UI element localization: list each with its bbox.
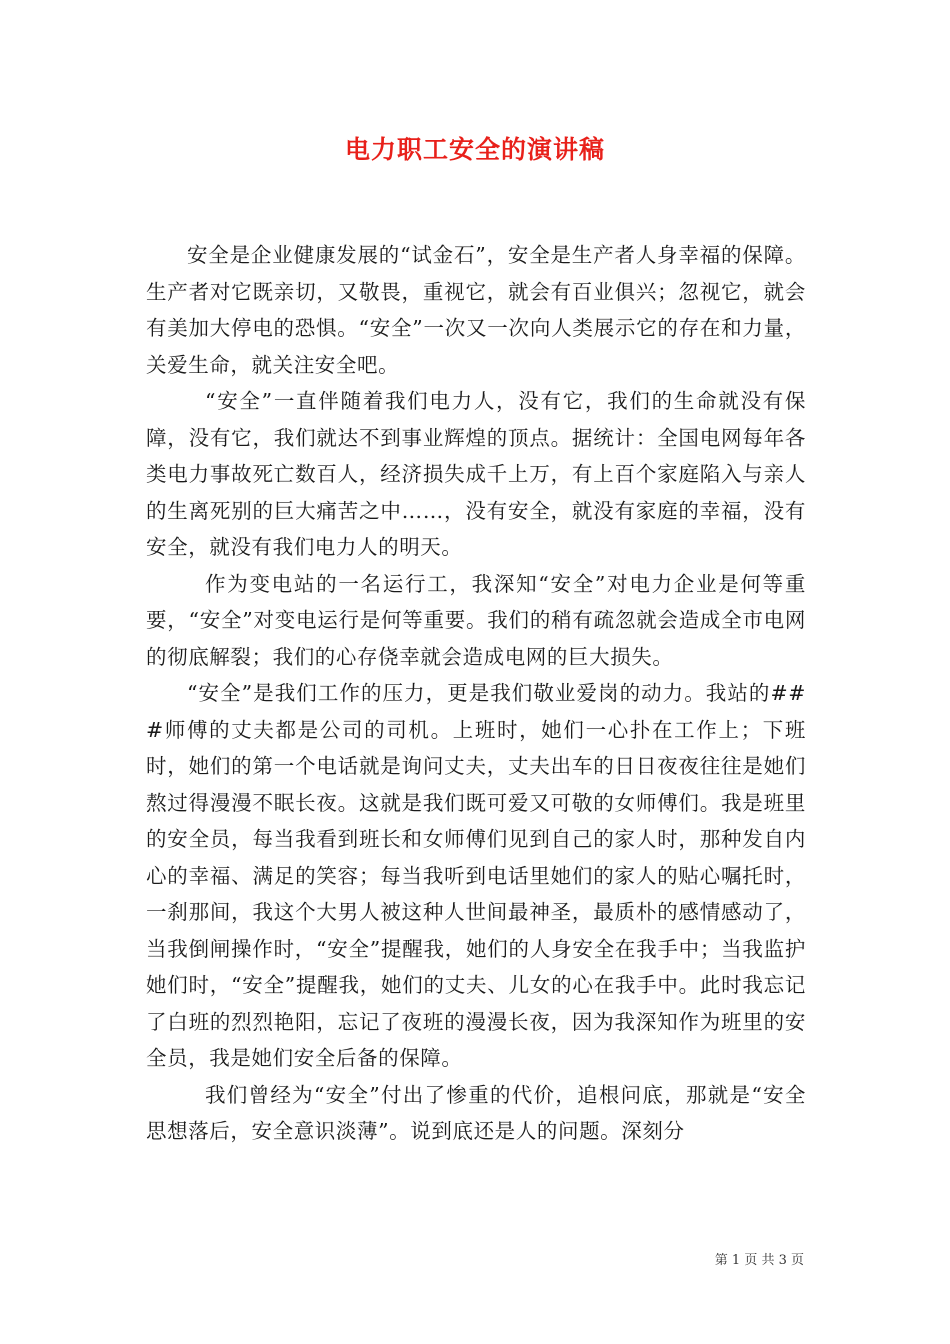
page-number: 第 1 页 共 3 页: [714, 1253, 804, 1268]
document-body: [146, 237, 806, 1150]
paragraph-5: 我们曾经为“安全”付出了惨重的代价，追根问底，那就是“安全思想落后，安全意识淡薄”。说到底还是人的问题。深刻分: [146, 1082, 806, 1143]
paragraph-3: 作为变电站的一名运行工，我深知“安全”对电力企业是何等重要，“安全”对变电运行是何等重要。我们的稍有疏忽就会造成全市电网的彻底解裂；我们的心存侥幸就会造成电网的巨大损失。: [146, 571, 806, 669]
paragraph-4: “安全”是我们工作的压力，更是我们敬业爱岗的动力。我站的###师傅的丈夫都是公司的司机。上班时，她们一心扑在工作上；下班时，她们的第一个电话就是询问丈夫，丈夫出车的日日夜夜往往是她们熬过得漫漫不眠长夜。这就是我们既可爱又可敬的女师傅们。我是班里的安全员，每当我看到班长和女师傅们见到自己的家人时，那种发自内心的幸福、满足的笑容；每当我听到电话里她们的家人的贴心嘱托时，一刹那间，我这个大男人被这种人世间最神圣，最质朴的感情感动了，当我倒闸操作时，“安全”提醒我，她们的人身安全在我手中；当我监护她们时，“安全”提醒我，她们的丈夫、儿女的心在我手中。此时我忘记了白班的烈烈艳阳，忘记了夜班的漫漫长夜，因为我深知作为班里的安全员，我是她们安全后备的保障。: [146, 681, 806, 1070]
paragraph-2: “安全”一直伴随着我们电力人，没有它，我们的生命就没有保障，没有它，我们就达不到事业辉煌的顶点。据统计：全国电网每年各类电力事故死亡数百人，经济损失成千上万，有上百个家庭陷入与亲人的生离死别的巨大痛苦之中……，没有安全，就没有家庭的幸福，没有安全，就没有我们电力人的明天。: [146, 389, 806, 559]
paragraph-1: 安全是企业健康发展的“试金石”，安全是生产者人身幸福的保障。生产者对它既亲切，又敬畏，重视它，就会有百业俱兴；忽视它，就会有美加大停电的恐惧。“安全”一次又一次向人类展示它的存在和力量，关爱生命，就关注安全吧。: [146, 243, 806, 377]
document-title: 电力职工安全的演讲稿: [344, 135, 605, 164]
